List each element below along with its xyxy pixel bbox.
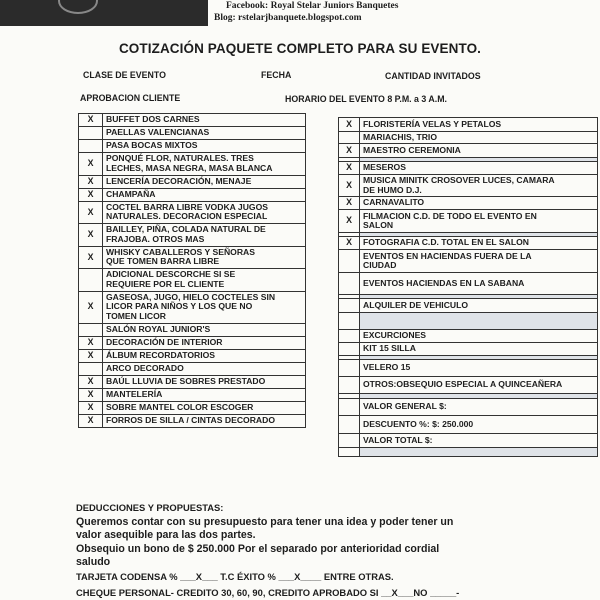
table-row	[339, 175, 598, 197]
service-item-label: SALÓN ROYAL JUNIOR'S	[106, 323, 211, 334]
service-item	[360, 237, 598, 250]
proposal-line-1: Queremos contar con su presupuesto para tener una idea y poder tener un	[76, 516, 454, 528]
service-item-label: LENCERÍA DECORACIÓN, MENAJE	[106, 175, 252, 186]
field-cantidad: CANTIDAD INVITADOS	[385, 71, 481, 81]
check-mark	[79, 323, 103, 336]
field-aprobacion: APROBACION CLIENTE	[80, 93, 181, 103]
check-mark	[339, 416, 360, 434]
service-item-label: LECHES, MASA NEGRA, MASA BLANCA	[106, 162, 273, 173]
check-mark	[339, 399, 360, 416]
service-item	[103, 246, 306, 269]
service-item	[360, 144, 598, 158]
check-mark	[339, 377, 360, 394]
check-mark	[339, 330, 360, 343]
service-item	[360, 313, 598, 330]
service-item	[103, 362, 306, 375]
service-item-label: DE HUMO D.J.	[363, 184, 422, 195]
payment-line-1: TARJETA CODENSA % ___X___ T.C ÉXITO % ___X____ ENTRE OTRAS.	[76, 571, 394, 582]
payment-line-2: CHEQUE PERSONAL- CREDITO 30, 60, 90, CREDITO APROBADO SI __X___NO _____-	[76, 587, 460, 598]
service-item	[103, 375, 306, 388]
service-item-label: EVENTOS HACIENDAS EN LA SABANA	[363, 277, 525, 288]
check-mark	[79, 127, 103, 140]
table-row	[339, 399, 598, 416]
check-mark: X	[79, 153, 103, 176]
table-row	[339, 132, 598, 144]
table-row	[339, 197, 598, 210]
field-horario: HORARIO DEL EVENTO 8 P.M. a 3 A.M.	[285, 94, 447, 104]
table-row	[79, 388, 306, 401]
check-mark: X	[79, 375, 103, 388]
service-item	[360, 377, 598, 394]
service-item-label: BAÚL LLUVIA DE SOBRES PRESTADO	[106, 375, 266, 386]
check-mark: X	[339, 118, 360, 132]
table-row	[79, 114, 306, 127]
service-item-label: QUE TOMEN BARRA LIBRE	[106, 256, 220, 267]
service-item	[103, 188, 306, 201]
service-item-label: SALON	[363, 220, 394, 230]
table-row	[339, 313, 598, 330]
check-mark: X	[339, 197, 360, 210]
service-item-label: FORROS DE SILLA / CINTAS DECORADO	[106, 414, 276, 425]
service-item	[103, 291, 306, 323]
service-item-label: FILMACION C.D. DE TODO EL EVENTO EN	[363, 210, 537, 221]
services-table-left	[78, 113, 306, 428]
service-item-label: PONQUÉ FLOR, NATURALES. TRES	[106, 153, 254, 164]
check-mark: X	[79, 224, 103, 247]
logo	[0, 0, 208, 26]
table-row	[339, 360, 598, 377]
service-item-label: MUSICA MINITK CROSOVER LUCES, CAMARA	[363, 175, 555, 185]
check-mark: X	[79, 336, 103, 349]
check-mark: X	[79, 246, 103, 269]
check-mark	[339, 250, 360, 273]
service-item	[360, 175, 598, 197]
service-item-label: VELERO 15	[363, 362, 411, 373]
service-item-label: BUFFET DOS CARNES	[106, 114, 200, 125]
service-item-label: MAESTRO CEREMONIA	[363, 144, 461, 155]
service-item	[360, 399, 598, 416]
table-row	[339, 416, 598, 434]
service-item-label: CIUDAD	[363, 260, 397, 270]
check-mark: X	[79, 188, 103, 201]
service-item	[103, 114, 306, 127]
check-mark: X	[339, 144, 360, 158]
check-mark	[339, 434, 360, 448]
check-mark: X	[79, 349, 103, 362]
check-mark	[79, 140, 103, 153]
table-row	[79, 153, 306, 176]
table-row	[79, 323, 306, 336]
table-row	[79, 401, 306, 414]
service-item-label: MANTELERÍA	[106, 388, 163, 399]
service-item	[360, 132, 598, 144]
service-item-label: FRAJOBA. OTROS MAS	[106, 233, 205, 244]
table-row	[339, 162, 598, 175]
service-item	[360, 360, 598, 377]
table-row	[339, 299, 598, 313]
service-item	[360, 118, 598, 132]
service-item-label: EVENTOS EN HACIENDAS FUERA DE LA	[363, 250, 532, 261]
service-item-label: ALQUILER DE VEHICULO	[363, 299, 469, 310]
table-row	[79, 175, 306, 188]
service-item-label: CHAMPAÑA	[106, 188, 156, 199]
check-mark	[79, 269, 103, 292]
check-mark	[339, 273, 360, 295]
service-item-label: SOBRE MANTEL COLOR ESCOGER	[106, 401, 254, 412]
table-row	[79, 246, 306, 269]
check-mark: X	[79, 201, 103, 224]
service-item	[103, 175, 306, 188]
service-item	[360, 197, 598, 210]
service-item	[103, 140, 306, 153]
table-row	[339, 330, 598, 343]
service-item	[360, 273, 598, 295]
service-item	[360, 343, 598, 356]
check-mark: X	[339, 162, 360, 175]
table-row	[339, 210, 598, 233]
service-item-label: GASEOSA, JUGO, HIELO COCTELES SIN	[106, 291, 276, 302]
service-item	[103, 201, 306, 224]
service-item-label: MESEROS	[363, 162, 406, 173]
service-item-label: KIT 15 SILLA	[363, 343, 417, 354]
check-mark: X	[339, 175, 360, 197]
check-mark: X	[79, 291, 103, 323]
check-mark	[339, 360, 360, 377]
table-row	[79, 349, 306, 362]
blog-line: Blog: rstelarjbanquete.blogspot.com	[214, 13, 362, 23]
check-mark: X	[79, 114, 103, 127]
table-row	[339, 377, 598, 394]
service-item-label: WHISKY CABALLEROS Y SEÑORAS	[106, 246, 255, 257]
service-item-label: FOTOGRAFIA C.D. TOTAL EN EL SALON	[363, 237, 529, 248]
service-item-label: FLORISTERÍA VELAS Y PETALOS	[363, 118, 502, 129]
table-row	[339, 343, 598, 356]
service-item-label: DECORACIÓN DE INTERIOR	[106, 336, 223, 347]
table-row	[79, 269, 306, 292]
deducciones-heading: DEDUCCIONES Y PROPUESTAS:	[76, 502, 224, 513]
service-item-label: LICOR PARA NIÑOS Y LOS QUE NO	[106, 301, 253, 312]
service-item-label: OTROS:OBSEQUIO ESPECIAL A QUINCEAÑERA	[363, 379, 563, 390]
table-row	[339, 273, 598, 295]
service-item-label: MARIACHIS, TRIO	[363, 131, 437, 142]
table-row	[79, 362, 306, 375]
service-item	[103, 336, 306, 349]
check-mark	[339, 448, 360, 457]
table-row	[339, 118, 598, 132]
check-mark	[339, 313, 360, 330]
check-mark: X	[79, 388, 103, 401]
table-row	[79, 201, 306, 224]
service-item-label: ÁLBUM RECORDATORIOS	[106, 349, 216, 360]
service-item	[103, 349, 306, 362]
check-mark	[79, 362, 103, 375]
service-item-label: ADICIONAL DESCORCHE SI SE	[106, 269, 236, 280]
check-mark: X	[339, 237, 360, 250]
facebook-line: Facebook: Royal Stelar Juniors Banquetes	[226, 1, 399, 11]
table-row	[339, 237, 598, 250]
service-item-label: VALOR TOTAL $:	[363, 434, 433, 445]
service-item-label: ARCO DECORADO	[106, 362, 184, 373]
services-table-right	[338, 117, 598, 457]
check-mark: X	[79, 175, 103, 188]
table-row	[79, 291, 306, 323]
service-item	[103, 224, 306, 247]
service-item	[360, 448, 598, 457]
service-item-label: CARNAVALITO	[363, 197, 425, 208]
proposal-line-4: saludo	[76, 556, 111, 568]
service-item-label: VALOR GENERAL $:	[363, 401, 447, 412]
table-row	[79, 375, 306, 388]
check-mark	[339, 343, 360, 356]
field-clase-evento: CLASE DE EVENTO	[83, 70, 166, 80]
service-item	[103, 269, 306, 292]
service-item	[360, 250, 598, 273]
service-item	[360, 299, 598, 313]
service-item	[360, 416, 598, 434]
service-item	[360, 210, 598, 233]
proposal-line-3: Obsequio un bono de $ 250.000 Por el separado por anterioridad cordial	[76, 543, 440, 555]
table-row	[339, 250, 598, 273]
service-item	[103, 323, 306, 336]
service-item-label: PASA BOCAS MIXTOS	[106, 140, 198, 151]
service-item-label: TOMEN LICOR	[106, 310, 166, 321]
service-item-label: COCTEL BARRA LIBRE VODKA JUGOS	[106, 201, 269, 212]
service-item-label: EXCURCIONES	[363, 330, 427, 341]
service-item-label: REQUIERE POR EL CLIENTE	[106, 278, 225, 289]
check-mark: X	[79, 414, 103, 427]
table-row	[79, 127, 306, 140]
check-mark	[339, 132, 360, 144]
service-item-label: PAELLAS VALENCIANAS	[106, 127, 210, 138]
check-mark: X	[339, 210, 360, 233]
service-item-label: BAILLEY, PIÑA, COLADA NATURAL DE	[106, 224, 266, 235]
table-row	[79, 414, 306, 427]
table-row	[339, 448, 598, 457]
service-item	[103, 401, 306, 414]
service-item	[103, 388, 306, 401]
service-item	[103, 414, 306, 427]
proposal-line-2: valor asequible para las dos partes.	[76, 529, 256, 541]
service-item	[360, 330, 598, 343]
field-fecha: FECHA	[261, 70, 292, 80]
table-row	[339, 144, 598, 158]
table-row	[79, 336, 306, 349]
service-item-label: DESCUENTO %: $: 250.000	[363, 418, 474, 429]
service-item	[103, 127, 306, 140]
table-row	[79, 224, 306, 247]
service-item	[103, 153, 306, 176]
table-row	[339, 434, 598, 448]
check-mark: X	[79, 401, 103, 414]
service-item	[360, 162, 598, 175]
check-mark	[339, 299, 360, 313]
service-item-label: NATURALES. DECORACION ESPECIAL	[106, 211, 268, 222]
table-row	[79, 140, 306, 153]
page-title: COTIZACIÓN PAQUETE COMPLETO PARA SU EVENTO.	[118, 41, 482, 56]
table-row	[79, 188, 306, 201]
service-item	[360, 434, 598, 448]
